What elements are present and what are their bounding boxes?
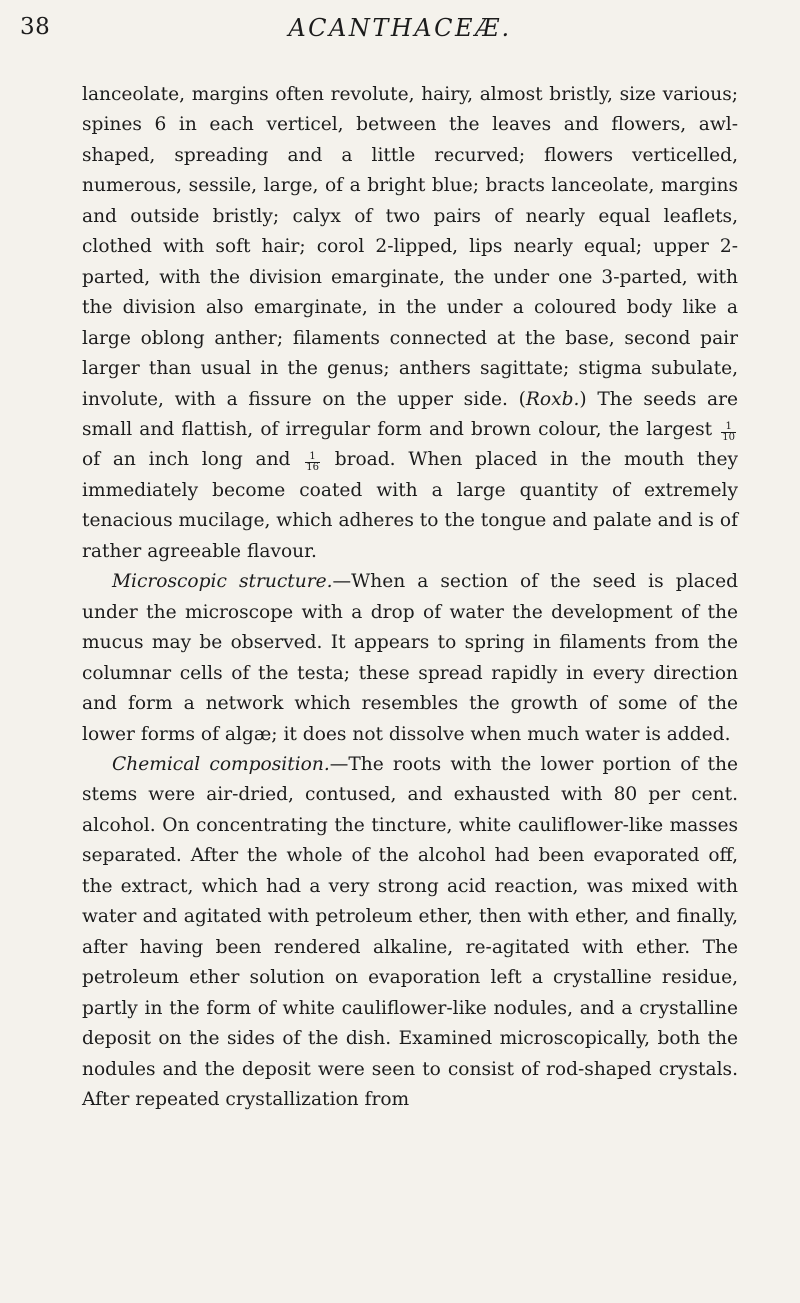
page-header <box>20 14 780 50</box>
paragraph-microscopic-structure <box>82 567 738 750</box>
section-heading-chemical: Chemical composition. <box>112 753 330 775</box>
body-text <box>82 80 738 1115</box>
fraction-denominator: 10 <box>722 431 735 443</box>
fraction-numerator: 1 <box>305 452 320 463</box>
running-head: ACANTHACEÆ. <box>288 14 512 42</box>
fraction-numerator: 1 <box>721 422 736 433</box>
paragraph-text: lanceolate, margins often revolute, hairy, almost bristly, size various; spines 6 in each verticel, between the leaves and flowers, awl-shaped, spreading and a little recurved; flowers verticelled, numerous, sessile, large, of a bright blue; bracts lanceolate, margins and outside bristly; calyx of two pairs of nearly equal leaflets, clothed with soft hair; corol 2-lipped, lips nearly equal; upper 2-parted, with the division emarginate, the under one 3-parted, with the division also emarginate, in the under a coloured body like a large oblong anther; filaments connected at the base, second pair larger than usual in the genus; anthers sagittate; stigma subulate, involute, with a fissure on the upper side. ( <box>82 84 738 410</box>
paragraph-text: broad. When placed in the mouth they immediately become coated with a large quantity of extremely tenacious mucilage, which adheres to the tongue and palate and is of rather agreeable flavour. <box>82 449 738 562</box>
page-number: 38 <box>20 14 51 40</box>
paragraph-text: of an inch long and <box>82 449 304 471</box>
paragraph-text: —The roots with the lower portion of the stems were air-dried, contused, and exhausted with 80 per cent. alcohol. On concentrating the tincture, white cauliflower-like masses separated. After the whole of the alcohol had been evaporated off, the extract, which had a very strong acid reaction, was mixed with water and agitated with petroleum ether, then with ether, and finally, after having been rendered alkaline, re-agitated with ether. The petroleum ether solution on evaporation left a crystalline residue, partly in the form of white cauliflower-like nodules, and a crystalline deposit on the sides of the dish. Examined microscopically, both the nodules and the deposit were seen to consist of rod-shaped crystals. After repeated crystallization from <box>82 753 739 1110</box>
fraction-breadth <box>305 452 320 473</box>
section-heading-microscopic: Microscopic structure. <box>112 571 333 593</box>
fraction-length <box>721 422 736 443</box>
paragraph-text: —When a section of the seed is placed under the microscope with a drop of water the development of the mucus may be observed. It appears to spring in filaments from the columnar cells of the testa; these spread rapidly in every direction and form a network which resembles the growth of some of the lower forms of algæ; it does not dissolve when much water is added. <box>82 571 738 745</box>
paragraph-chemical-composition <box>82 750 738 1115</box>
citation-roxb: Roxb. <box>525 388 580 410</box>
fraction-denominator: 16 <box>306 462 319 474</box>
paragraph-botanical-description <box>82 80 738 567</box>
paragraph-text: ) The seeds are small and flattish, of irregular form and brown colour, the largest <box>82 388 739 440</box>
